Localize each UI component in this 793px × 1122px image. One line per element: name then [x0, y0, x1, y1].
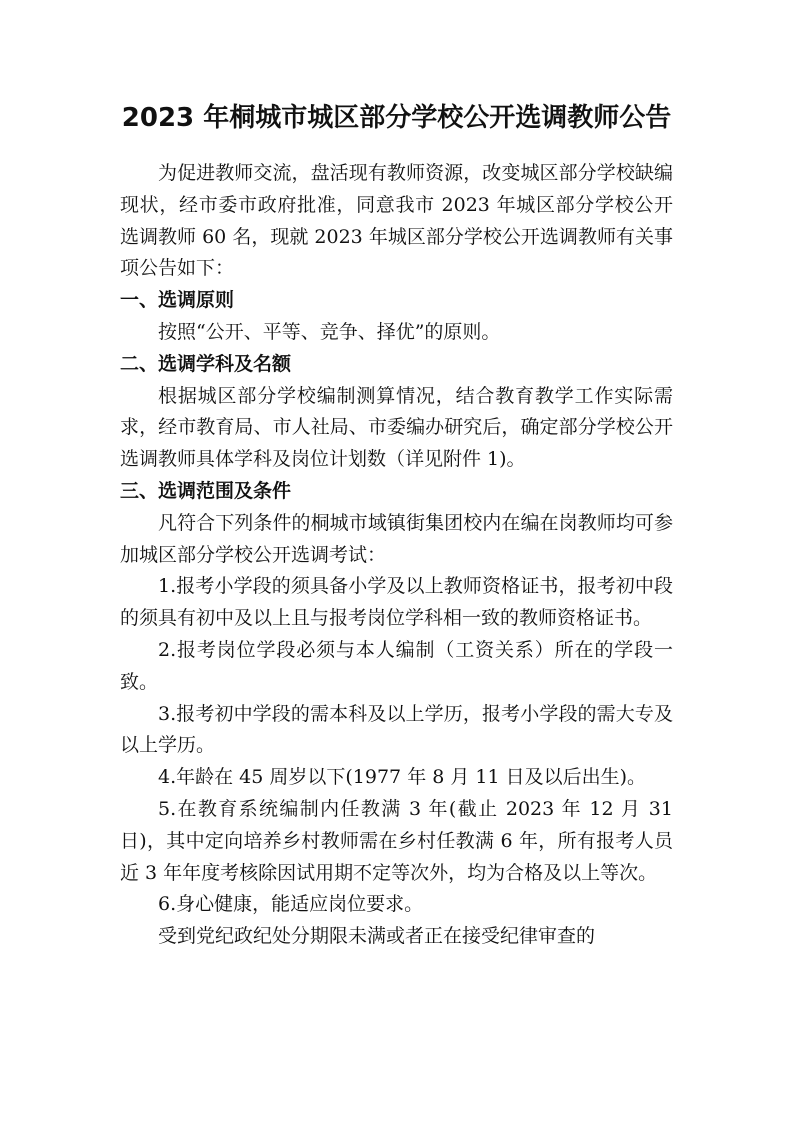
condition-item: 2.报考岗位学段必须与本人编制（工资关系）所在的学段一致。 — [120, 638, 673, 693]
principle-paragraph: 按照“公开、平等、竞争、择优”的原则。 — [158, 320, 501, 343]
condition-item: 5.在教育系统编制内任教满 3 年(截止 2023 年 12 月 31 日)，其中定向培养乡村教师需在乡村任教满 6 年，所有报考人员近 3 年年度考核除因试用期不定等次外，均为合格及以上等次。 — [120, 797, 673, 884]
condition-item: 4.年龄在 45 周岁以下(1977 年 8 月 11 日及以后出生)。 — [158, 766, 647, 789]
section-heading-conditions: 三、选调范围及条件 — [120, 479, 292, 502]
subjects-paragraph: 根据城区部分学校编制测算情况，结合教育教学工作实际需求，经市教育局、市人社局、市委编办研究后，确定部分学校公开选调教师具体学科及岗位计划数（详见附件 1)。 — [120, 384, 673, 471]
conditions-intro-paragraph: 凡符合下列条件的桐城市域镇街集团校内在编在岗教师均可参加城区部分学校公开选调考试： — [120, 511, 673, 566]
page-title: 2023 年桐城市城区部分学校公开选调教师公告 — [121, 103, 672, 133]
condition-item: 6.身心健康，能适应岗位要求。 — [158, 893, 424, 916]
document-body — [120, 158, 673, 953]
intro-paragraph: 为促进教师交流，盘活现有教师资源，改变城区部分学校缺编现状，经市委市政府批准，同意我市 2023 年城区部分学校公开选调教师 60 名，现就 2023 年城区部分学校公开选调教师有关事项公告如下： — [120, 162, 673, 280]
condition-item: 1.报考小学段的须具备小学及以上教师资格证书，报考初中段的须具有初中及以上且与报考岗位学科相一致的教师资格证书。 — [120, 575, 673, 630]
section-heading-principle: 一、选调原则 — [120, 289, 235, 312]
section-heading-subjects: 二、选调学科及名额 — [120, 352, 292, 375]
condition-item: 3.报考初中学段的需本科及以上学历，报考小学段的需大专及以上学历。 — [120, 702, 673, 757]
trailing-paragraph: 受到党纪政纪处分期限未满或者正在接受纪律审查的 — [158, 925, 596, 948]
